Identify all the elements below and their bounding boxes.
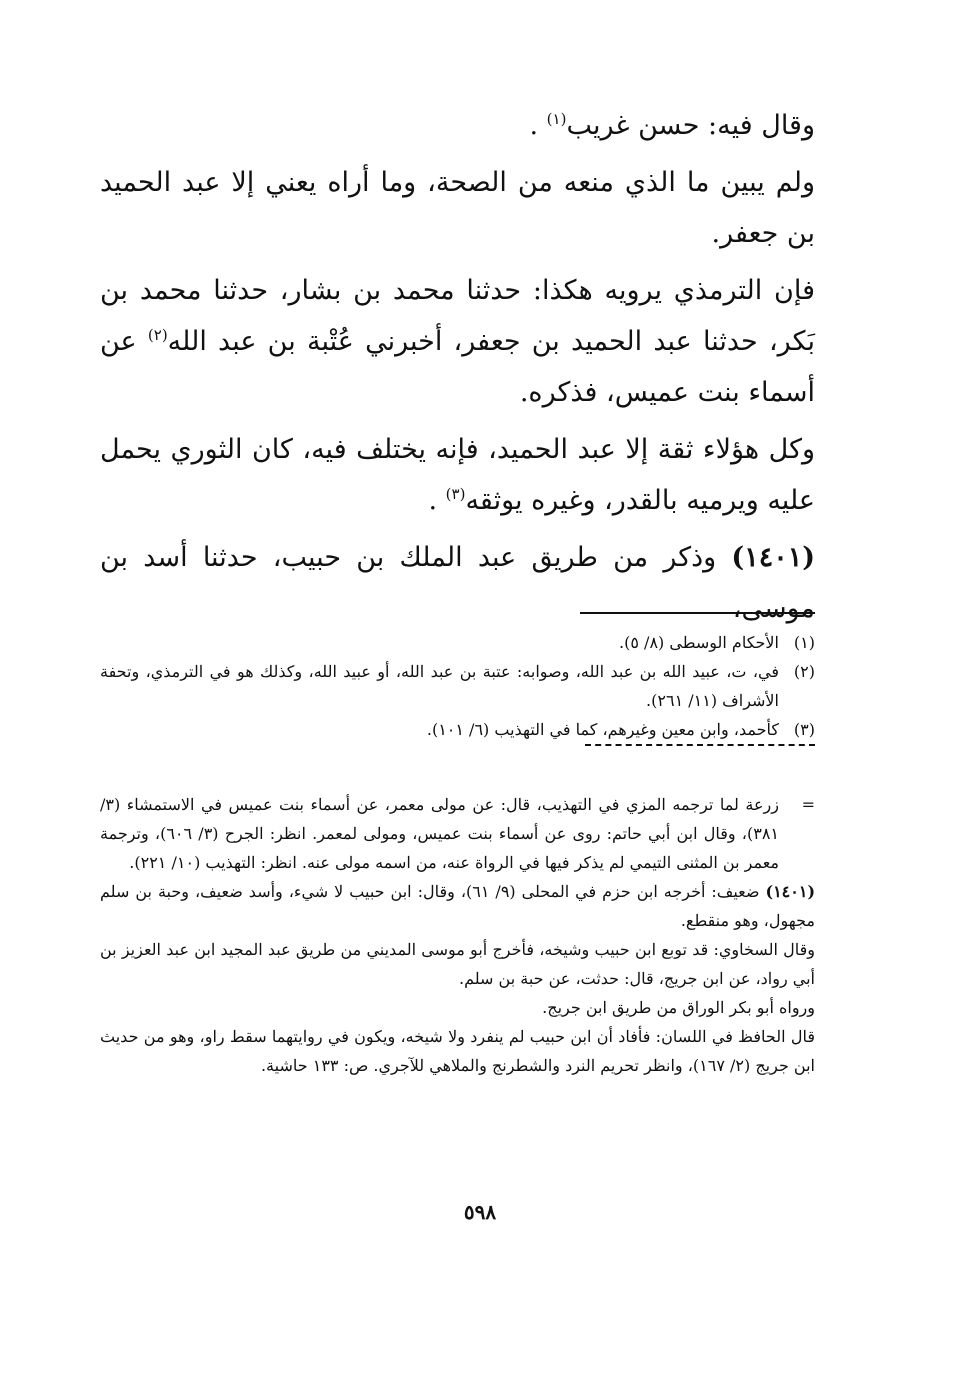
note-line-4: قال الحافظ في اللسان: فأفاد أن ابن حبيب لم ينفرد ولا شيخه، ويكون في روايتهما سقط راو، وهو من حديث ابن جريج (٢/ ١٦٧)، وانظر تحريم النرد والشطرنج والملاهي للآجري. ص: ١٣٣ حاشية. xyxy=(100,1027,815,1075)
footnote-mark: (٢) xyxy=(793,662,815,681)
notes-separator xyxy=(585,744,815,746)
note-text: زرعة لما ترجمه المزي في التهذيب، قال: عن مولى معمر، عن أسماء بنت عميس في الاستمشاء (٣/ ٣٨١)، وقال ابن أبي حاتم: روى عن أسماء بنت عميس، ومولى لمعمر. انظر: الجرح (٣/ ٦٠٦)، وترجمة معمر بن المثنى التيمي لم يذكر فيها في الرواة عنه، من اسمه مولى عنه. انظر: التهذيب (١٠/ ٢٢١). xyxy=(100,795,779,872)
footnote-mark: (١) xyxy=(793,633,815,652)
paragraph-2: ولم يبين ما الذي منعه من الصحة، وما أراه يعني إلا عبد الحميد بن جعفر. xyxy=(100,167,815,249)
footnote-mark: (٣) xyxy=(793,720,815,739)
p4-text: وكل هؤلاء ثقة إلا عبد الحميد، فإنه يختلف فيه، كان الثوري يحمل عليه ويرميه بالقدر، وغيره يوثقه xyxy=(100,434,815,516)
note-continuation xyxy=(100,790,815,877)
footnote-text: في، ت، عبيد الله بن عبد الله، وصوابه: عتبة بن عبد الله، أو عبيد الله، وكذلك هو في الترمذي، وتحفة الأشراف (١١/ ٢٦١). xyxy=(100,662,780,710)
p1-text: وقال فيه: حسن غريب xyxy=(566,110,815,141)
footnote-text: كأحمد، وابن معين وغيرهم، كما في التهذيب (٦/ ١٠١). xyxy=(426,720,779,739)
hadith-number: (١٤٠١) xyxy=(731,542,815,573)
note-1401 xyxy=(100,877,815,935)
footnotes-block xyxy=(100,628,815,744)
footnote-ref-3: (٣) xyxy=(445,485,466,503)
main-text xyxy=(100,100,815,634)
note-text: ضعيف: أخرجه ابن حزم في المحلى (٩/ ٦١)، وقال: ابن حبيب لا شيء، وأسد ضعيف، وحبة بن سلم مجهول، وهو منقطع. xyxy=(100,882,815,930)
footnote-ref-1: (١) xyxy=(546,110,567,128)
notes-block xyxy=(100,790,815,1080)
p3-text-a: فإن الترمذي يرويه هكذا: حدثنا محمد بن بشار، حدثنا محمد بن بَكر، حدثنا عبد الحميد بن جعفر، أخبرني عُتْبة بن عبد الله xyxy=(100,275,815,357)
footnote-2 xyxy=(100,657,815,715)
continuation-mark: = xyxy=(801,795,815,814)
note-line-2: وقال السخاوي: قد توبع ابن حبيب وشيخه، فأخرج أبو موسى المديني من طريق عبد المجيد ابن عبد العزيز بن أبي رواد، عن ابن جريج، قال: حدثت، عن حبة بن سلم. xyxy=(100,940,816,988)
footnote-text: الأحكام الوسطى (٨/ ٥). xyxy=(619,633,779,652)
paragraph-3 xyxy=(100,265,815,418)
p1-end: . xyxy=(529,110,547,141)
p5-text: وذكر من طريق عبد الملك بن حبيب، حدثنا أسد بن موسى، xyxy=(100,542,815,624)
footnote-separator xyxy=(580,612,815,614)
footnote-3 xyxy=(100,715,815,744)
document-page xyxy=(100,100,815,1360)
paragraph-4 xyxy=(100,424,815,526)
paragraph-5 xyxy=(100,532,815,634)
note-line-3: ورواه أبو بكر الوراق من طريق ابن جريج. xyxy=(542,998,815,1017)
p3-text-b: عن أسماء بنت عميس، فذكره. xyxy=(100,326,815,408)
p4-end: . xyxy=(428,485,446,516)
note-hadith-number: (١٤٠١) xyxy=(765,882,816,901)
paragraph-1 xyxy=(100,100,815,151)
footnote-ref-2: (٢) xyxy=(147,326,168,344)
footnote-1 xyxy=(100,628,815,657)
page-number: ٥٩٨ xyxy=(463,1200,497,1224)
